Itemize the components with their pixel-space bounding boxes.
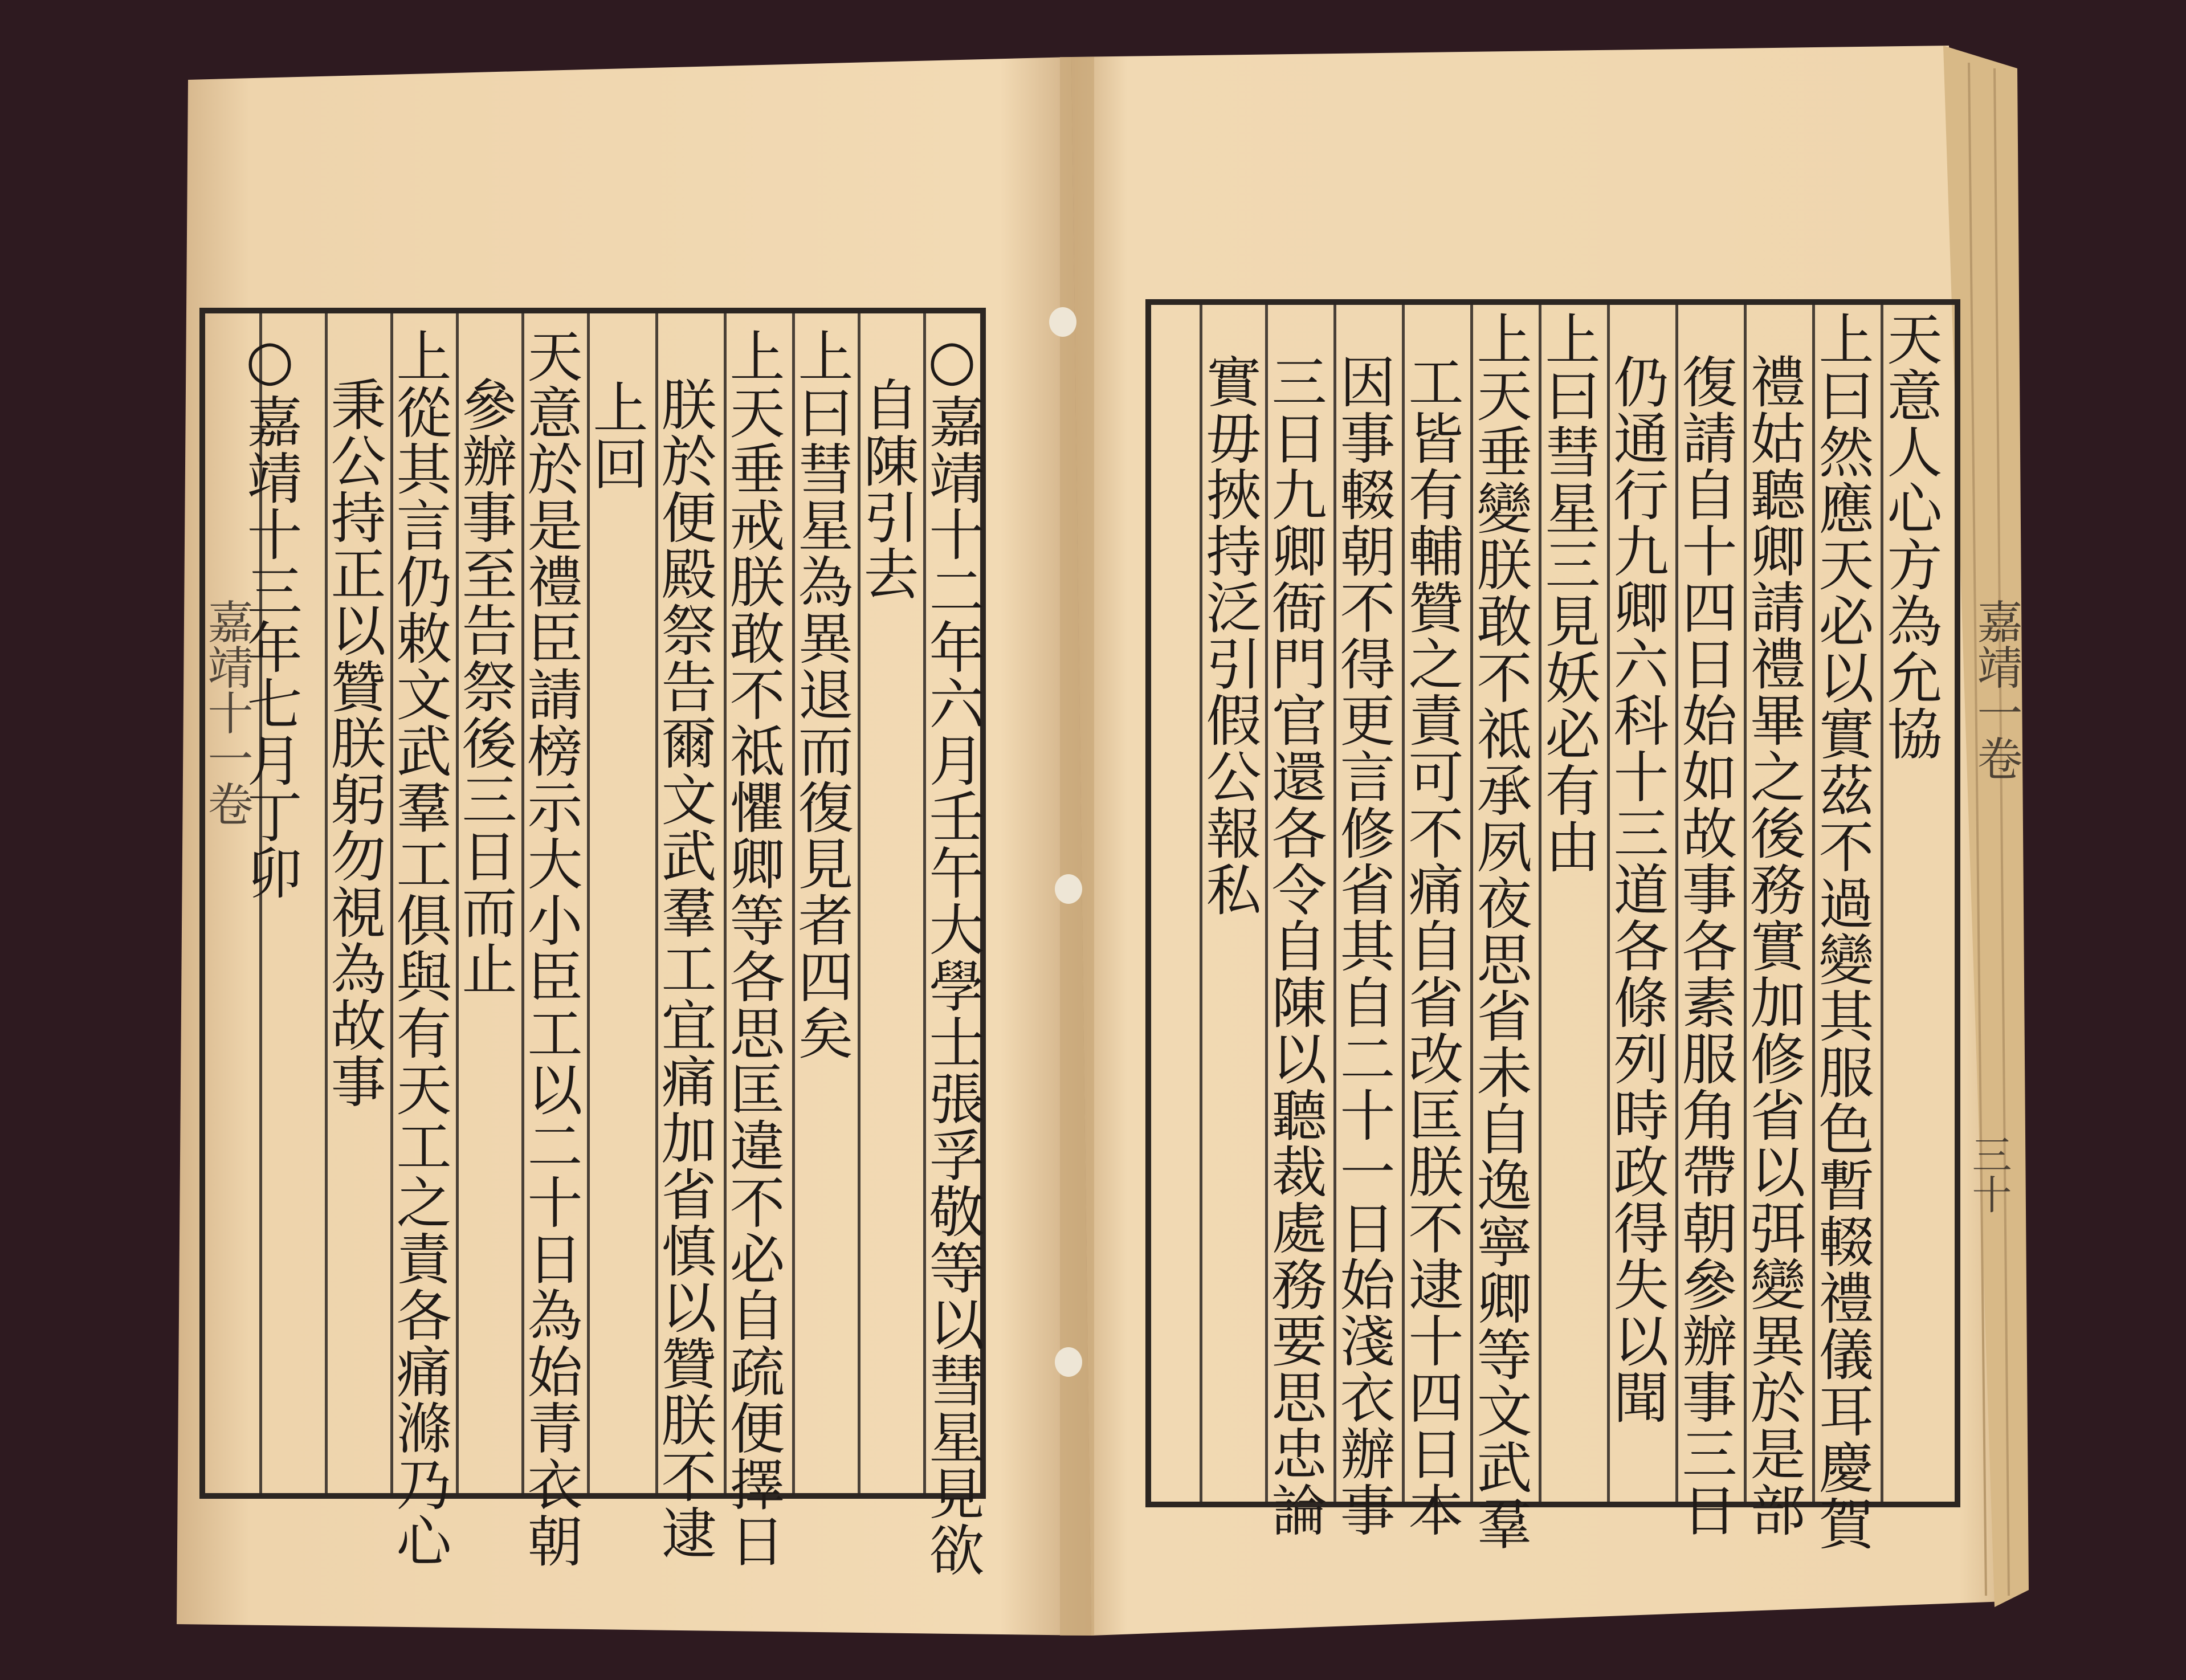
text-column: 上回: [584, 379, 648, 492]
text-column: 上曰彗星三見妖必有由: [1536, 311, 1600, 875]
text-column: 上天垂變朕敢不祗承夙夜思省未自逸寧卿等文武羣: [1467, 311, 1532, 1552]
text-column: 禮姑聽卿請禮畢之後務實加修省以弭變異於是部: [1741, 353, 1805, 1538]
text-column: 自陳引去: [854, 376, 919, 602]
right-margin-label: 嘉靖一卷: [1969, 598, 2022, 781]
text-column: 天意於是禮臣請榜示大小臣工以二十日為始青衣朝: [518, 328, 582, 1569]
text-column: 天意人心方為允協: [1878, 311, 1942, 762]
text-column: 參辦事至告祭後三日而止: [452, 376, 517, 997]
text-column: 復請自十四日始如故事各素服角帶朝參辦事三日: [1673, 353, 1737, 1538]
text-column: 上從其言仍敕文武羣工俱與有天工之責各痛滌乃心: [387, 328, 451, 1569]
text-column: 朕於便殿祭告爾文武羣工宜痛加省慎以贊朕不逮: [652, 376, 716, 1561]
text-column: 上曰彗星為異退而復見者四矣: [789, 328, 853, 1061]
text-column: 三日九卿衙門官還各令自陳以聽裁處務要思忠論: [1262, 353, 1327, 1538]
text-column: 秉公持正以贊朕躬勿視為故事: [321, 376, 386, 1110]
text-column: ○嘉靖十二年六月壬午大學士張孚敬等以彗星見欲: [920, 328, 984, 1578]
gutter-shadow: [1060, 57, 1094, 1636]
text-column: 仍通行九卿六科十三道各條列時政得失以聞: [1604, 353, 1669, 1425]
text-column: 上曰然應天必以實茲不過變其服色暫輟禮儀耳慶賀: [1809, 311, 1874, 1552]
text-column: 工皆有輔贊之責可不痛自省改匡朕不逮十四日本: [1399, 353, 1463, 1538]
left-margin-label: 嘉靖十一卷: [200, 598, 253, 826]
text-column: 上天垂戒朕敢不祗懼卿等各思匡違不必自疏便擇日: [720, 328, 785, 1569]
text-column: ○嘉靖十三年七月丁卯: [238, 328, 302, 901]
text-column: 因事輟朝不得更言修省其自二十一日始淺衣辦事: [1331, 353, 1395, 1538]
text-column: 實毋挾持泛引假公報私: [1197, 353, 1261, 918]
folio-number: 三十: [1965, 1134, 2012, 1214]
